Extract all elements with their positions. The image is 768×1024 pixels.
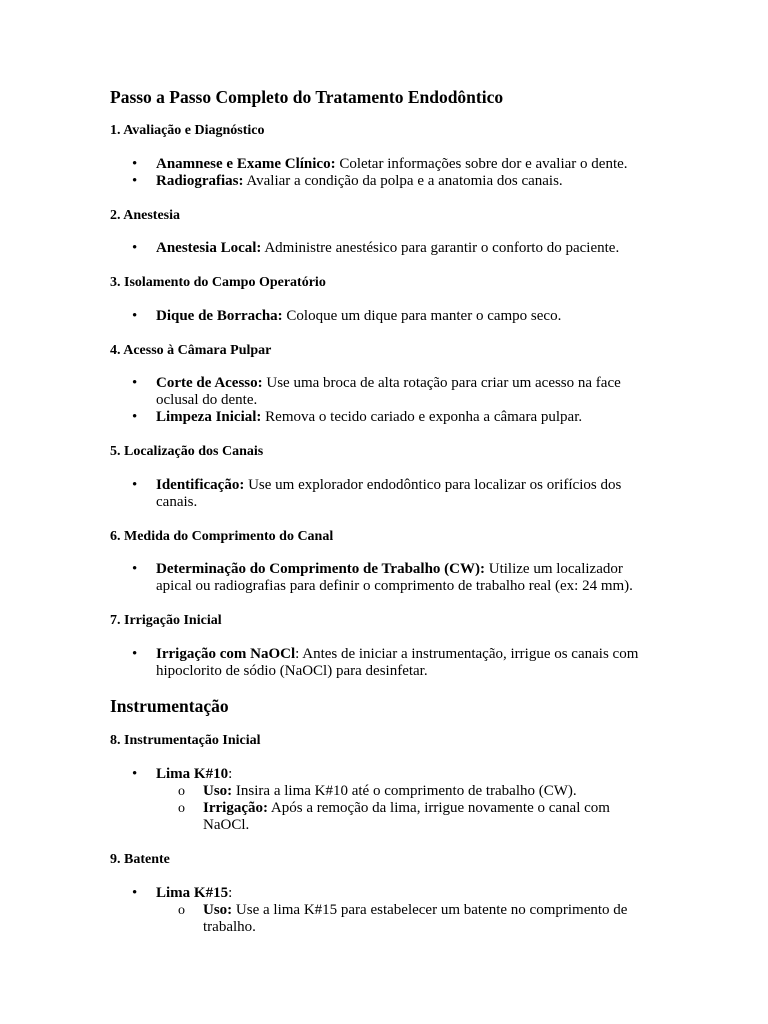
item-label: Determinação do Comprimento de Trabalho (CW):: [156, 561, 485, 577]
list-item-continuation: oclusal do dente.: [156, 392, 258, 408]
item-text: Avaliar a condição da polpa e a anatomia dos canais.: [243, 173, 563, 189]
bullet-icon: •: [132, 173, 138, 189]
bullet-icon: •: [132, 409, 138, 425]
section-heading: 4. Acesso à Câmara Pulpar: [110, 343, 272, 358]
list-item: [156, 308, 561, 325]
sub-list-item: [203, 800, 610, 817]
list-item: [156, 766, 232, 783]
bullet-icon: •: [132, 240, 138, 256]
page-title: Passo a Passo Completo do Tratamento Endodôntico: [110, 87, 504, 107]
item-label: Anestesia Local:: [156, 240, 262, 256]
item-text: Administre anestésico para garantir o conforto do paciente.: [261, 240, 620, 256]
sub-bullet-icon: o: [178, 801, 185, 816]
item-label: Lima K#10: [156, 766, 229, 782]
item-label: Lima K#15: [156, 885, 229, 901]
item-text: :: [228, 885, 233, 901]
item-text: Coloque um dique para manter o campo seco.: [282, 308, 562, 324]
list-item: [156, 409, 582, 426]
item-text: Use a lima K#15 para estabelecer um batente no comprimento de: [232, 902, 628, 918]
bullet-icon: •: [132, 885, 138, 901]
bullet-icon: •: [132, 766, 138, 782]
bullet-icon: •: [132, 156, 138, 172]
list-item: [156, 156, 628, 173]
item-label: Limpeza Inicial:: [156, 409, 262, 425]
item-text: Utilize um localizador: [485, 561, 623, 577]
item-text: Insira a lima K#10 até o comprimento de trabalho (CW).: [232, 783, 577, 799]
bullet-icon: •: [132, 561, 138, 577]
list-item: [156, 885, 232, 902]
list-item-continuation: trabalho.: [203, 919, 256, 935]
section-heading: 5. Localização dos Canais: [110, 444, 264, 459]
item-text: Use um explorador endodôntico para localizar os orifícios dos: [244, 477, 622, 493]
sub-list-item: [203, 783, 577, 800]
bullet-icon: •: [132, 646, 138, 662]
list-item-continuation: NaOCl.: [203, 817, 250, 833]
part-heading: Instrumentação: [110, 696, 229, 716]
section-heading: 2. Anestesia: [110, 208, 180, 223]
list-item: [156, 561, 623, 578]
bullet-icon: •: [132, 477, 138, 493]
section-heading: 9. Batente: [110, 852, 170, 867]
item-label: Identificação:: [156, 477, 245, 493]
sub-bullet-icon: o: [178, 903, 185, 918]
list-item-continuation: canais.: [156, 494, 198, 510]
item-text: Use uma broca de alta rotação para criar um acesso na face: [262, 375, 621, 391]
item-label: Radiografias:: [156, 173, 244, 189]
section-heading: 7. Irrigação Inicial: [110, 613, 222, 628]
list-item: [156, 240, 619, 257]
list-item: [156, 375, 621, 392]
item-text: Coletar informações sobre dor e avaliar o dente.: [335, 156, 628, 172]
sub-bullet-icon: o: [178, 784, 185, 799]
section-heading: 8. Instrumentação Inicial: [110, 733, 261, 748]
section-heading: 6. Medida do Comprimento do Canal: [110, 529, 334, 544]
section-heading: 3. Isolamento do Campo Operatório: [110, 275, 326, 290]
sub-list-item: [203, 902, 627, 919]
item-label: Corte de Acesso:: [156, 375, 263, 391]
bullet-icon: •: [132, 375, 138, 391]
item-text: :: [228, 766, 233, 782]
item-text: Remova o tecido cariado e exponha a câmara pulpar.: [261, 409, 583, 425]
list-item: [156, 477, 621, 494]
item-text: Após a remoção da lima, irrigue novamente o canal com: [267, 800, 610, 816]
section-heading: 1. Avaliação e Diagnóstico: [110, 123, 265, 138]
item-label: Uso:: [203, 902, 233, 918]
item-label: Irrigação com NaOCl: [156, 646, 296, 662]
list-item-continuation: apical ou radiografias para definir o comprimento de trabalho real (ex: 24 mm).: [156, 578, 633, 594]
list-item: [156, 646, 638, 663]
bullet-icon: •: [132, 308, 138, 324]
list-item-continuation: hipoclorito de sódio (NaOCl) para desinfetar.: [156, 663, 428, 679]
list-item: [156, 173, 563, 190]
item-text: : Antes de iniciar a instrumentação, irrigue os canais com: [295, 646, 639, 662]
item-label: Dique de Borracha:: [156, 308, 283, 324]
item-label: Uso:: [203, 783, 233, 799]
item-label: Irrigação:: [203, 800, 268, 816]
item-label: Anamnese e Exame Clínico:: [156, 156, 336, 172]
